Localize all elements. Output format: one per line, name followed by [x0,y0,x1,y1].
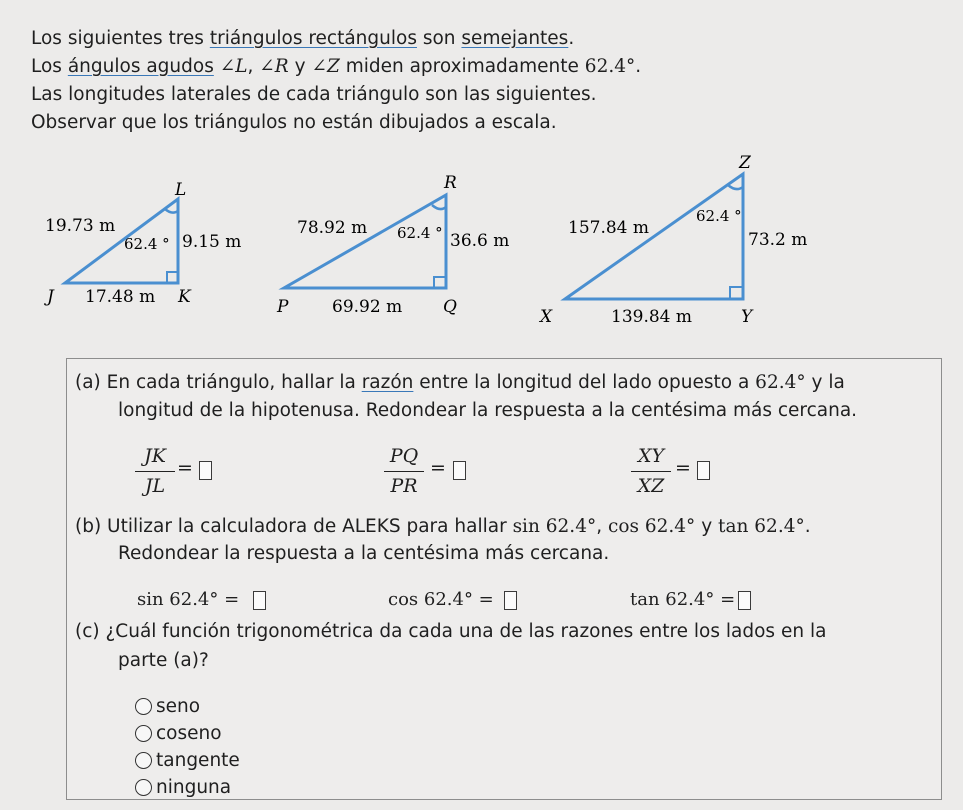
link-semejantes[interactable]: semejantes [461,28,569,49]
intro-line-3: Las longitudes laterales de cada triángulo son las siguientes. [31,84,597,105]
triangle-pqr [276,173,509,317]
intro-text: Los [31,56,68,77]
intro-text: y [288,56,312,77]
fraction-denominator: XZ [637,475,665,497]
vertex-p: P [277,297,289,317]
part-a-text: entre la longitud del lado opuesto a [413,372,756,393]
radio-option-seno[interactable] [135,696,200,717]
answer-box-jk-jl[interactable] [199,461,212,480]
radio-circle[interactable] [135,698,152,715]
part-c-line-2: parte (a)? [118,650,209,671]
part-b-line-2: Redondear la respuesta a la centésima más cercana. [118,543,610,564]
part-b-line-1 [75,516,811,537]
angle-label: 62.4 ° [124,235,170,253]
answer-box-sin[interactable] [253,591,266,610]
fraction-bar [631,471,671,472]
vertical-side-label: 36.6 m [450,231,510,251]
angle-value: 62.4° [584,56,636,77]
intro-text: son [416,28,462,49]
radio-label: seno [156,696,201,717]
triangle-xyz [538,153,807,327]
question-panel [66,358,942,800]
vertex-y: Y [741,307,753,327]
radio-option-tangente[interactable] [135,750,240,771]
radio-circle[interactable] [135,779,152,796]
angle-r: ∠R [259,56,289,77]
vertex-q: Q [443,297,457,317]
equals-sign: = [177,457,193,479]
radio-label: coseno [156,723,222,744]
cos-expression: cos 62.4° [607,516,696,537]
link-triangulos-rectangulos[interactable]: triángulos rectángulos [209,28,417,49]
link-razon[interactable]: razón [361,372,414,393]
intro-line-4: Observar que los triángulos no están dibujados a escala. [31,112,557,133]
intro-text: Los siguientes tres [31,28,210,49]
hypotenuse-label: 19.73 m [45,216,116,236]
answer-box-xy-xz[interactable] [697,461,710,480]
part-b-text: . [804,516,811,537]
equals-sign: = [675,457,691,479]
tan-expression: tan 62.4° [718,516,805,537]
fraction-bar [384,471,424,472]
tan-equation: tan 62.4° = [630,589,736,610]
radio-option-coseno[interactable] [135,723,222,744]
sin-equation: sin 62.4° = [137,589,240,610]
answer-box-pq-pr[interactable] [453,461,466,480]
angle-label: 62.4 ° [696,207,742,225]
part-a-line-1 [75,372,845,393]
fraction-denominator: JL [144,475,166,497]
angle-value: 62.4° [755,372,806,393]
link-angulos-agudos[interactable]: ángulos agudos [67,56,214,77]
cos-equation: cos 62.4° = [388,589,494,610]
radio-label: ninguna [156,777,232,798]
radio-option-ninguna[interactable] [135,777,231,798]
answer-box-cos[interactable] [504,591,517,610]
fraction-denominator: PR [390,475,418,497]
part-a-text: (a) En cada triángulo, hallar la [75,372,362,393]
part-a-text: y la [805,372,845,393]
intro-text: , [247,56,260,77]
sin-expression: sin 62.4° [512,516,597,537]
fraction-bar [135,471,175,472]
vertical-side-label: 9.15 m [182,232,242,252]
intro-text: . [568,28,575,49]
intro-text: . [635,56,642,77]
radio-circle[interactable] [135,752,152,769]
vertex-r: R [444,173,457,193]
vertex-l: L [175,180,187,200]
vertex-x: X [540,307,553,327]
vertex-z: Z [739,153,751,173]
part-a-line-2: longitud de la hipotenusa. Redondear la respuesta a la centésima más cercana. [118,400,858,421]
vertex-j: J [47,287,54,307]
part-b-text: y [695,516,719,537]
vertex-k: K [178,287,191,307]
answer-box-tan[interactable] [738,591,751,610]
triangles-figure [0,0,963,350]
part-b-text: , [596,516,608,537]
triangle-jkl [44,180,241,307]
base-label: 69.92 m [332,297,403,317]
angle-l: ∠L [219,56,248,77]
equals-sign: = [430,457,446,479]
vertical-side-label: 73.2 m [748,230,808,250]
radio-circle[interactable] [135,725,152,742]
hypotenuse-label: 157.84 m [568,218,650,238]
fraction-numerator: JK [144,445,166,467]
base-label: 139.84 m [611,307,693,327]
hypotenuse-label: 78.92 m [297,218,368,238]
radio-label: tangente [156,750,240,771]
angle-label: 62.4 ° [397,224,443,242]
intro-text: miden aproximadamente [339,56,585,77]
fraction-numerator: PQ [389,445,419,467]
part-c-line-1: (c) ¿Cuál función trigonométrica da cada una de las razones entre los lados en la [75,621,827,642]
part-b-text: (b) Utilizar la calculadora de ALEKS para hallar [75,516,513,537]
fraction-numerator: XY [637,445,665,467]
angle-z: ∠Z [311,56,340,77]
base-label: 17.48 m [85,287,156,307]
